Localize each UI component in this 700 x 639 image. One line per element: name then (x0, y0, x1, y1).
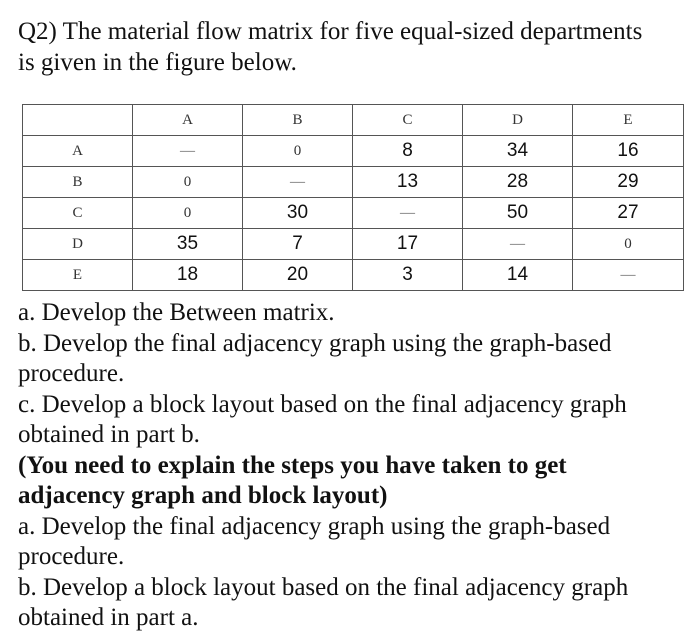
flow-matrix-table (22, 104, 684, 291)
matrix-cell: 14 (463, 260, 573, 291)
question-part-line: a. Develop the Between matrix. (18, 299, 335, 326)
matrix-cell: 3 (353, 260, 463, 291)
matrix-cell: 0 (133, 167, 243, 198)
matrix-cell: 27 (573, 198, 684, 229)
matrix-cell: 17 (353, 229, 463, 260)
matrix-row-header: B (23, 167, 133, 198)
matrix-col-header-d: D (463, 105, 573, 136)
matrix-cell: — (353, 198, 463, 229)
question-part-line: b. Develop the final adjacency graph using the graph-based (18, 329, 612, 357)
matrix-cell: 29 (573, 167, 684, 198)
question-part-line: c. Develop a block layout based on the final adjacency graph (18, 390, 627, 418)
matrix-row-a (23, 136, 684, 167)
matrix-row-header: C (23, 198, 133, 229)
matrix-cell: — (133, 136, 243, 167)
matrix-col-header-e: E (573, 105, 684, 136)
matrix-cell: 13 (353, 167, 463, 198)
matrix-cell: — (463, 229, 573, 260)
matrix-cell: 28 (463, 167, 573, 198)
question-part-line: a. Develop the final adjacency graph using the graph-based (18, 512, 611, 540)
matrix-cell: — (573, 260, 684, 291)
matrix-cell: 7 (243, 229, 353, 260)
matrix-row-c (23, 198, 684, 229)
matrix-cell: 34 (463, 136, 573, 167)
question-title-line-1: Q2) The material flow matrix for five equal-sized departments (18, 18, 643, 45)
matrix-cell: — (243, 167, 353, 198)
question-part-line: obtained in part b. (18, 421, 200, 448)
question-part-line: obtained in part a. (18, 604, 199, 631)
matrix-col-header-c: C (353, 105, 463, 136)
question-part-line: (You need to explain the steps you have taken to get (18, 451, 567, 479)
matrix-cell: 50 (463, 198, 573, 229)
question-part-line: adjacency graph and block layout) (18, 482, 388, 509)
question-heading (18, 16, 688, 78)
matrix-cell: 0 (133, 198, 243, 229)
matrix-cell: 30 (243, 198, 353, 229)
matrix-cell: 35 (133, 229, 243, 260)
question-part-line: procedure. (18, 543, 125, 570)
matrix-cell: 20 (243, 260, 353, 291)
matrix-corner-cell (23, 105, 133, 136)
matrix-col-header-b: B (243, 105, 353, 136)
matrix-cell: 16 (573, 136, 684, 167)
matrix-cell: 0 (573, 229, 684, 260)
matrix-row-header: D (23, 229, 133, 260)
question-parts (18, 298, 688, 634)
matrix-cell: 8 (353, 136, 463, 167)
matrix-row-header: A (23, 136, 133, 167)
matrix-body (23, 136, 684, 291)
question-part-line: b. Develop a block layout based on the final adjacency graph (18, 573, 629, 601)
matrix-header-row (23, 105, 684, 136)
question-part-line: procedure. (18, 360, 125, 387)
question-title-line-2: is given in the figure below. (18, 49, 297, 76)
matrix-row-header: E (23, 260, 133, 291)
matrix-col-header-a: A (133, 105, 243, 136)
matrix-row-b (23, 167, 684, 198)
matrix-cell: 0 (243, 136, 353, 167)
matrix-row-d (23, 229, 684, 260)
matrix-cell: 18 (133, 260, 243, 291)
matrix-row-e (23, 260, 684, 291)
